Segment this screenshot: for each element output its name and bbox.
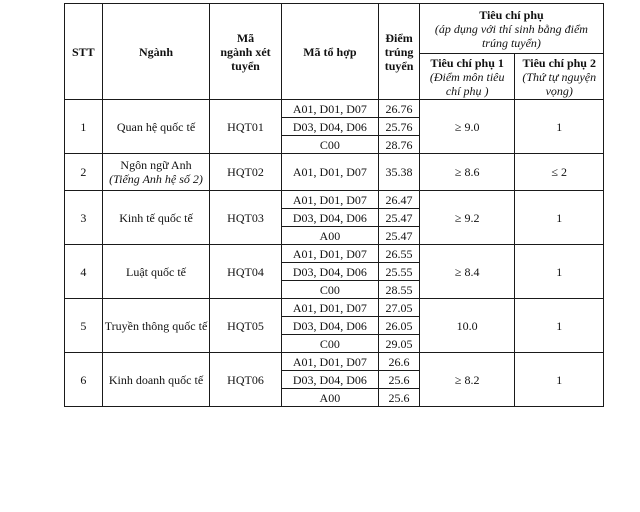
header-ma-nganh-line2: ngành xét [220, 44, 271, 59]
nganh-note: (Tiếng Anh hệ số 2) [109, 172, 203, 186]
header-row [65, 4, 604, 54]
header-nganh: Ngành [102, 4, 210, 100]
cell-ma-nganh: HQT04 [210, 245, 281, 299]
cell-to-hop: D03, D04, D06 [281, 118, 379, 136]
cell-nganh [102, 245, 210, 299]
cell-diem: 25.6 [379, 371, 420, 389]
cell-to-hop: A00 [281, 389, 379, 407]
nganh-name: Luật quốc tế [126, 264, 186, 279]
cell-ma-nganh: HQT06 [210, 353, 281, 407]
cell-diem: 35.38 [379, 154, 420, 191]
admission-score-table [64, 3, 604, 407]
nganh-name: Truyền thông quốc tế [104, 318, 208, 333]
cell-nganh [102, 299, 210, 353]
cell-to-hop: D03, D04, D06 [281, 263, 379, 281]
cell-nganh [102, 353, 210, 407]
header-tcp1-title: Tiêu chí phụ 1 [430, 55, 504, 70]
nganh-name: Kinh tế quốc tế [119, 210, 193, 225]
cell-to-hop: C00 [281, 136, 379, 154]
header-ma-nganh-line3: tuyển [231, 58, 260, 73]
cell-diem: 28.76 [379, 136, 420, 154]
header-diem-line1: Điểm [385, 30, 413, 45]
cell-diem: 25.47 [379, 209, 420, 227]
cell-to-hop: A01, D01, D07 [281, 245, 379, 263]
cell-tcp1: ≥ 8.6 [419, 154, 515, 191]
cell-to-hop: A01, D01, D07 [281, 299, 379, 317]
header-tcp2-title: Tiêu chí phụ 2 [522, 55, 596, 70]
cell-to-hop: C00 [281, 281, 379, 299]
cell-tcp2: 1 [515, 191, 604, 245]
cell-diem: 25.55 [379, 263, 420, 281]
header-tcp2 [515, 54, 604, 100]
table-row [65, 191, 604, 209]
header-ma-to-hop: Mã tổ hợp [281, 4, 379, 100]
cell-nganh [102, 191, 210, 245]
cell-diem: 29.05 [379, 335, 420, 353]
cell-to-hop: A01, D01, D07 [281, 353, 379, 371]
cell-to-hop: D03, D04, D06 [281, 317, 379, 335]
cell-stt: 5 [65, 299, 103, 353]
cell-stt: 3 [65, 191, 103, 245]
cell-diem: 26.05 [379, 317, 420, 335]
cell-ma-nganh: HQT01 [210, 100, 281, 154]
cell-diem: 26.55 [379, 245, 420, 263]
cell-diem: 28.55 [379, 281, 420, 299]
cell-tcp2: 1 [515, 245, 604, 299]
header-diem-line2: trúng [384, 44, 414, 59]
cell-tcp2: 1 [515, 100, 604, 154]
header-ma-nganh [210, 4, 281, 100]
cell-ma-nganh: HQT05 [210, 299, 281, 353]
header-tcp1 [419, 54, 515, 100]
cell-stt: 4 [65, 245, 103, 299]
header-tieu-chi-phu-title: Tiêu chí phụ [479, 7, 544, 22]
cell-tcp1: 10.0 [419, 299, 515, 353]
cell-diem: 26.76 [379, 100, 420, 118]
nganh-name: Kinh doanh quốc tế [108, 372, 204, 387]
cell-tcp2: 1 [515, 299, 604, 353]
cell-diem: 25.76 [379, 118, 420, 136]
table-body [65, 100, 604, 407]
cell-stt: 1 [65, 100, 103, 154]
cell-ma-nganh: HQT03 [210, 191, 281, 245]
header-tcp2-note: (Thứ tự nguyện vọng) [522, 69, 597, 98]
table-row [65, 245, 604, 263]
cell-diem: 26.47 [379, 191, 420, 209]
header-stt: STT [65, 4, 103, 100]
cell-nganh [102, 154, 210, 191]
cell-diem: 27.05 [379, 299, 420, 317]
cell-to-hop: C00 [281, 335, 379, 353]
cell-to-hop: D03, D04, D06 [281, 371, 379, 389]
cell-diem: 26.6 [379, 353, 420, 371]
cell-tcp1: ≥ 8.4 [419, 245, 515, 299]
cell-diem: 25.47 [379, 227, 420, 245]
cell-to-hop: A01, D01, D07 [281, 191, 379, 209]
cell-to-hop: A01, D01, D07 [281, 100, 379, 118]
cell-tcp1: ≥ 9.0 [419, 100, 515, 154]
table-row [65, 154, 604, 191]
cell-tcp2: 1 [515, 353, 604, 407]
cell-to-hop: D03, D04, D06 [281, 209, 379, 227]
header-diem-line3: tuyển [384, 58, 414, 73]
header-diem [379, 4, 420, 100]
cell-stt: 6 [65, 353, 103, 407]
header-ma-nganh-line1: Mã [236, 30, 255, 45]
cell-tcp1: ≥ 9.2 [419, 191, 515, 245]
table-row [65, 353, 604, 371]
nganh-name: Quan hệ quốc tế [116, 119, 196, 134]
cell-tcp1: ≥ 8.2 [419, 353, 515, 407]
cell-to-hop: A00 [281, 227, 379, 245]
cell-stt: 2 [65, 154, 103, 191]
cell-ma-nganh: HQT02 [210, 154, 281, 191]
cell-to-hop: A01, D01, D07 [281, 154, 379, 191]
header-tieu-chi-phu-note: (áp dụng với thí sinh bằng điểm trúng tuyển) [434, 21, 588, 50]
cell-nganh [102, 100, 210, 154]
cell-tcp2: ≤ 2 [515, 154, 604, 191]
header-tieu-chi-phu [419, 4, 603, 54]
table-row [65, 299, 604, 317]
table-row [65, 100, 604, 118]
header-tcp1-note: (Điểm môn tiêu chí phụ ) [429, 69, 505, 98]
nganh-name: Ngôn ngữ Anh [120, 158, 192, 172]
cell-diem: 25.6 [379, 389, 420, 407]
